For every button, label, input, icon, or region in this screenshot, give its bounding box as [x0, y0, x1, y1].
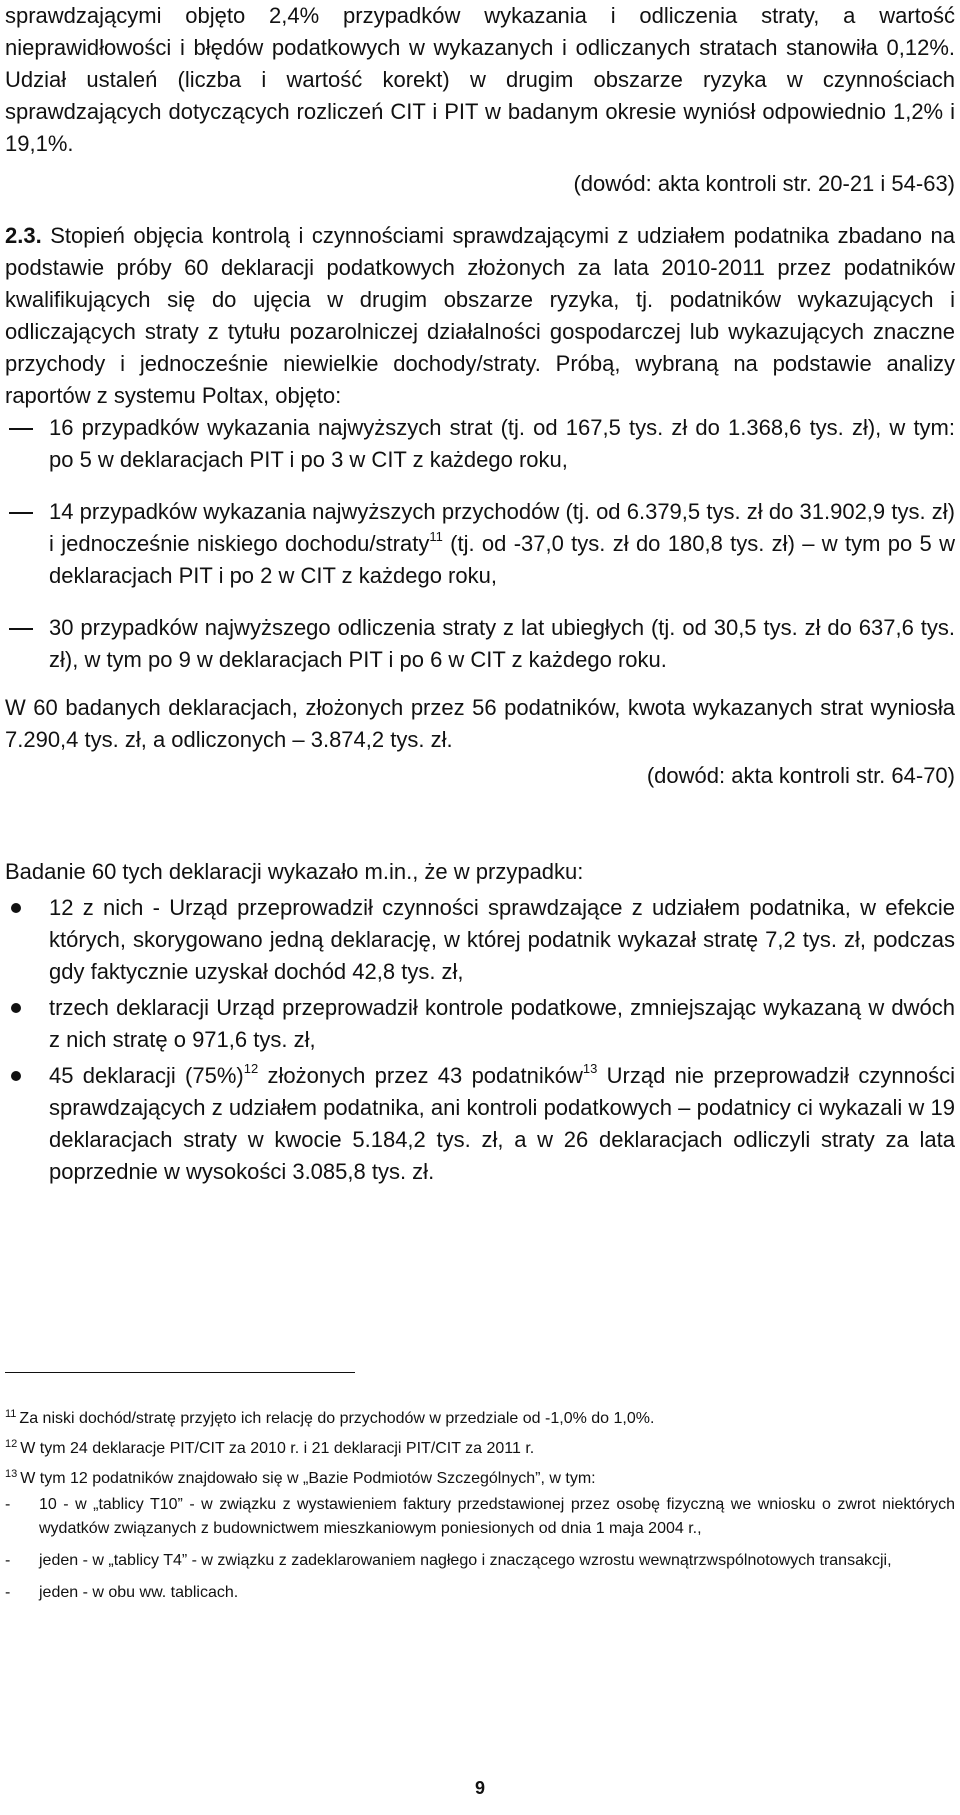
section-number: 2.3. [5, 223, 42, 248]
dash-marker [9, 428, 33, 430]
bullet-marker [11, 1071, 21, 1081]
footnote-11: $^{11}$ Za niski dochód/stratę przyjęto ich relację do przychodów w przedziale od -1,0% do 1,0%. [5, 1407, 655, 1427]
evidence-reference: (dowód: akta kontroli str. 20-21 i 54-63) [573, 171, 955, 196]
dash-marker [9, 628, 33, 630]
footnote-separator [5, 1372, 355, 1373]
findings-lead: Badanie 60 tych deklaracji wykazało m.in., że w przypadku: [5, 859, 584, 884]
findings-list [5, 892, 955, 1188]
list-item: 14 przypadków wykazania najwyższych przychodów (tj. od 6.379,5 tys. zł do 31.902,9 tys. zł) i jednocześnie niskiego dochodu/straty$^{11}$ (tj. od -37,0 tys. zł do 180,8 tys. zł) – w tym po 5 w deklaracjach PIT i po 2 w CIT z każdego roku, [5, 496, 955, 592]
section-paragraph [5, 220, 955, 412]
bullet-marker [11, 1003, 21, 1013]
summary-paragraph: W 60 badanych deklaracjach, złożonych przez 56 podatników, kwota wykazanych strat wyniosła 7.290,4 tys. zł, a odliczonych – 3.874,2 tys. zł. [5, 695, 955, 752]
list-item: 45 deklaracji $(75\%)^{12}$ złożonych przez 43 podatników$^{13}$ Urząd nie przeprowadził czynności sprawdzających z udziałem podatnika, ani kontroli podatkowych – podatnicy ci wykazali w 19 deklaracjach straty w kwocie 5.184,2 tys. zł, a w 26 deklaracjach odliczyli straty za lata poprzednie w wysokości 3.085,8 tys. zł. [5, 1060, 955, 1188]
footnotes [5, 1407, 955, 1605]
list-item: 30 przypadków najwyższego odliczenia straty z lat ubiegłych (tj. od 30,5 tys. zł do 637,6 tys. zł), w tym po 9 w deklaracjach PIT i po 6 w CIT z każdego roku. [5, 612, 955, 676]
list-item: 16 przypadków wykazania najwyższych strat (tj. od 167,5 tys. zł do 1.368,6 tys. zł), w tym: po 5 w deklaracjach PIT i po 3 w CIT z każdego roku, [5, 412, 955, 476]
dash-marker [9, 512, 33, 514]
footnote-subitem: - 10 - w „tablicy T10” - w związku z wystawieniem faktury przedstawionej przez osobę fizyczną we wniosku o zwrot niektórych wydatków związanych z budownictwem mieszkaniowym poniesionych od dnia 1 maja 2004 r., [5, 1496, 955, 1537]
footnote-12: $^{12}$ W tym 24 deklaracje PIT/CIT za 2010 r. i 21 deklaracji PIT/CIT za 2011 r. [5, 1437, 535, 1457]
footnote-subitem: - jeden - w „tablicy T4” - w związku z zadeklarowaniem nagłego i znaczącego wzrostu wewnątrzwspólnotowych transakcji, [5, 1552, 892, 1569]
footnote-subitem: - jeden - w obu ww. tablicach. [5, 1584, 239, 1601]
footnote-13: $^{13}$ W tym 12 podatników znajdowało się w „Bazie Podmiotów Szczególnych”, w tym: [5, 1467, 596, 1487]
section-text: Stopień objęcia kontrolą i czynnościami sprawdzającymi z udziałem podatnika zbadano na podstawie próby 60 deklaracji podatkowych złożonych za lata 2010-2011 przez podatników kwalifikujących się do ujęcia w drugim obszarze ryzyka, tj. podatników wykazujących i odliczających straty z tytułu pozarolniczej działalności gospodarczej lub wykazujących znaczne przychody i jednocześnie niewielkie dochody/straty. Próbą, wybraną na podstawie analizy raportów z systemu Poltax, objęto: [5, 223, 955, 408]
bullet-marker [11, 903, 21, 913]
footnote-ref: 11 [429, 528, 443, 544]
footnote-ref: 12 [243, 1060, 259, 1076]
list-item: 12 z nich - Urząd przeprowadził czynności sprawdzające z udziałem podatnika, w efekcie których, skorygowano jedną deklarację, w której podatnik wykazał stratę 7,2 tys. zł, podczas gdy faktycznie uzyskał dochód 42,8 tys. zł, [5, 892, 955, 988]
list-item: trzech deklaracji Urząd przeprowadził kontrole podatkowe, zmniejszając wykazaną w dwóch z nich stratę o 971,6 tys. zł, [5, 992, 955, 1056]
page-number: 9 [474, 1778, 485, 1798]
footnote-ref: 13 [582, 1060, 598, 1076]
sample-list [5, 412, 955, 676]
evidence-reference: (dowód: akta kontroli str. 64-70) [646, 763, 955, 788]
intro-paragraph: sprawdzającymi objęto 2,4% przypadków wykazania i odliczenia straty, a wartość nieprawidłowości i błędów podatkowych w wykazanych i odliczanych stratach stanowiła 0,12%. Udział ustaleń (liczba i wartość korekt) w drugim obszarze ryzyka w czynnościach sprawdzających dotyczących rozliczeń CIT i PIT w badanym okresie wyniósł odpowiednio 1,2% i 19,1%. [5, 3, 955, 156]
document-page [5, 0, 955, 1605]
